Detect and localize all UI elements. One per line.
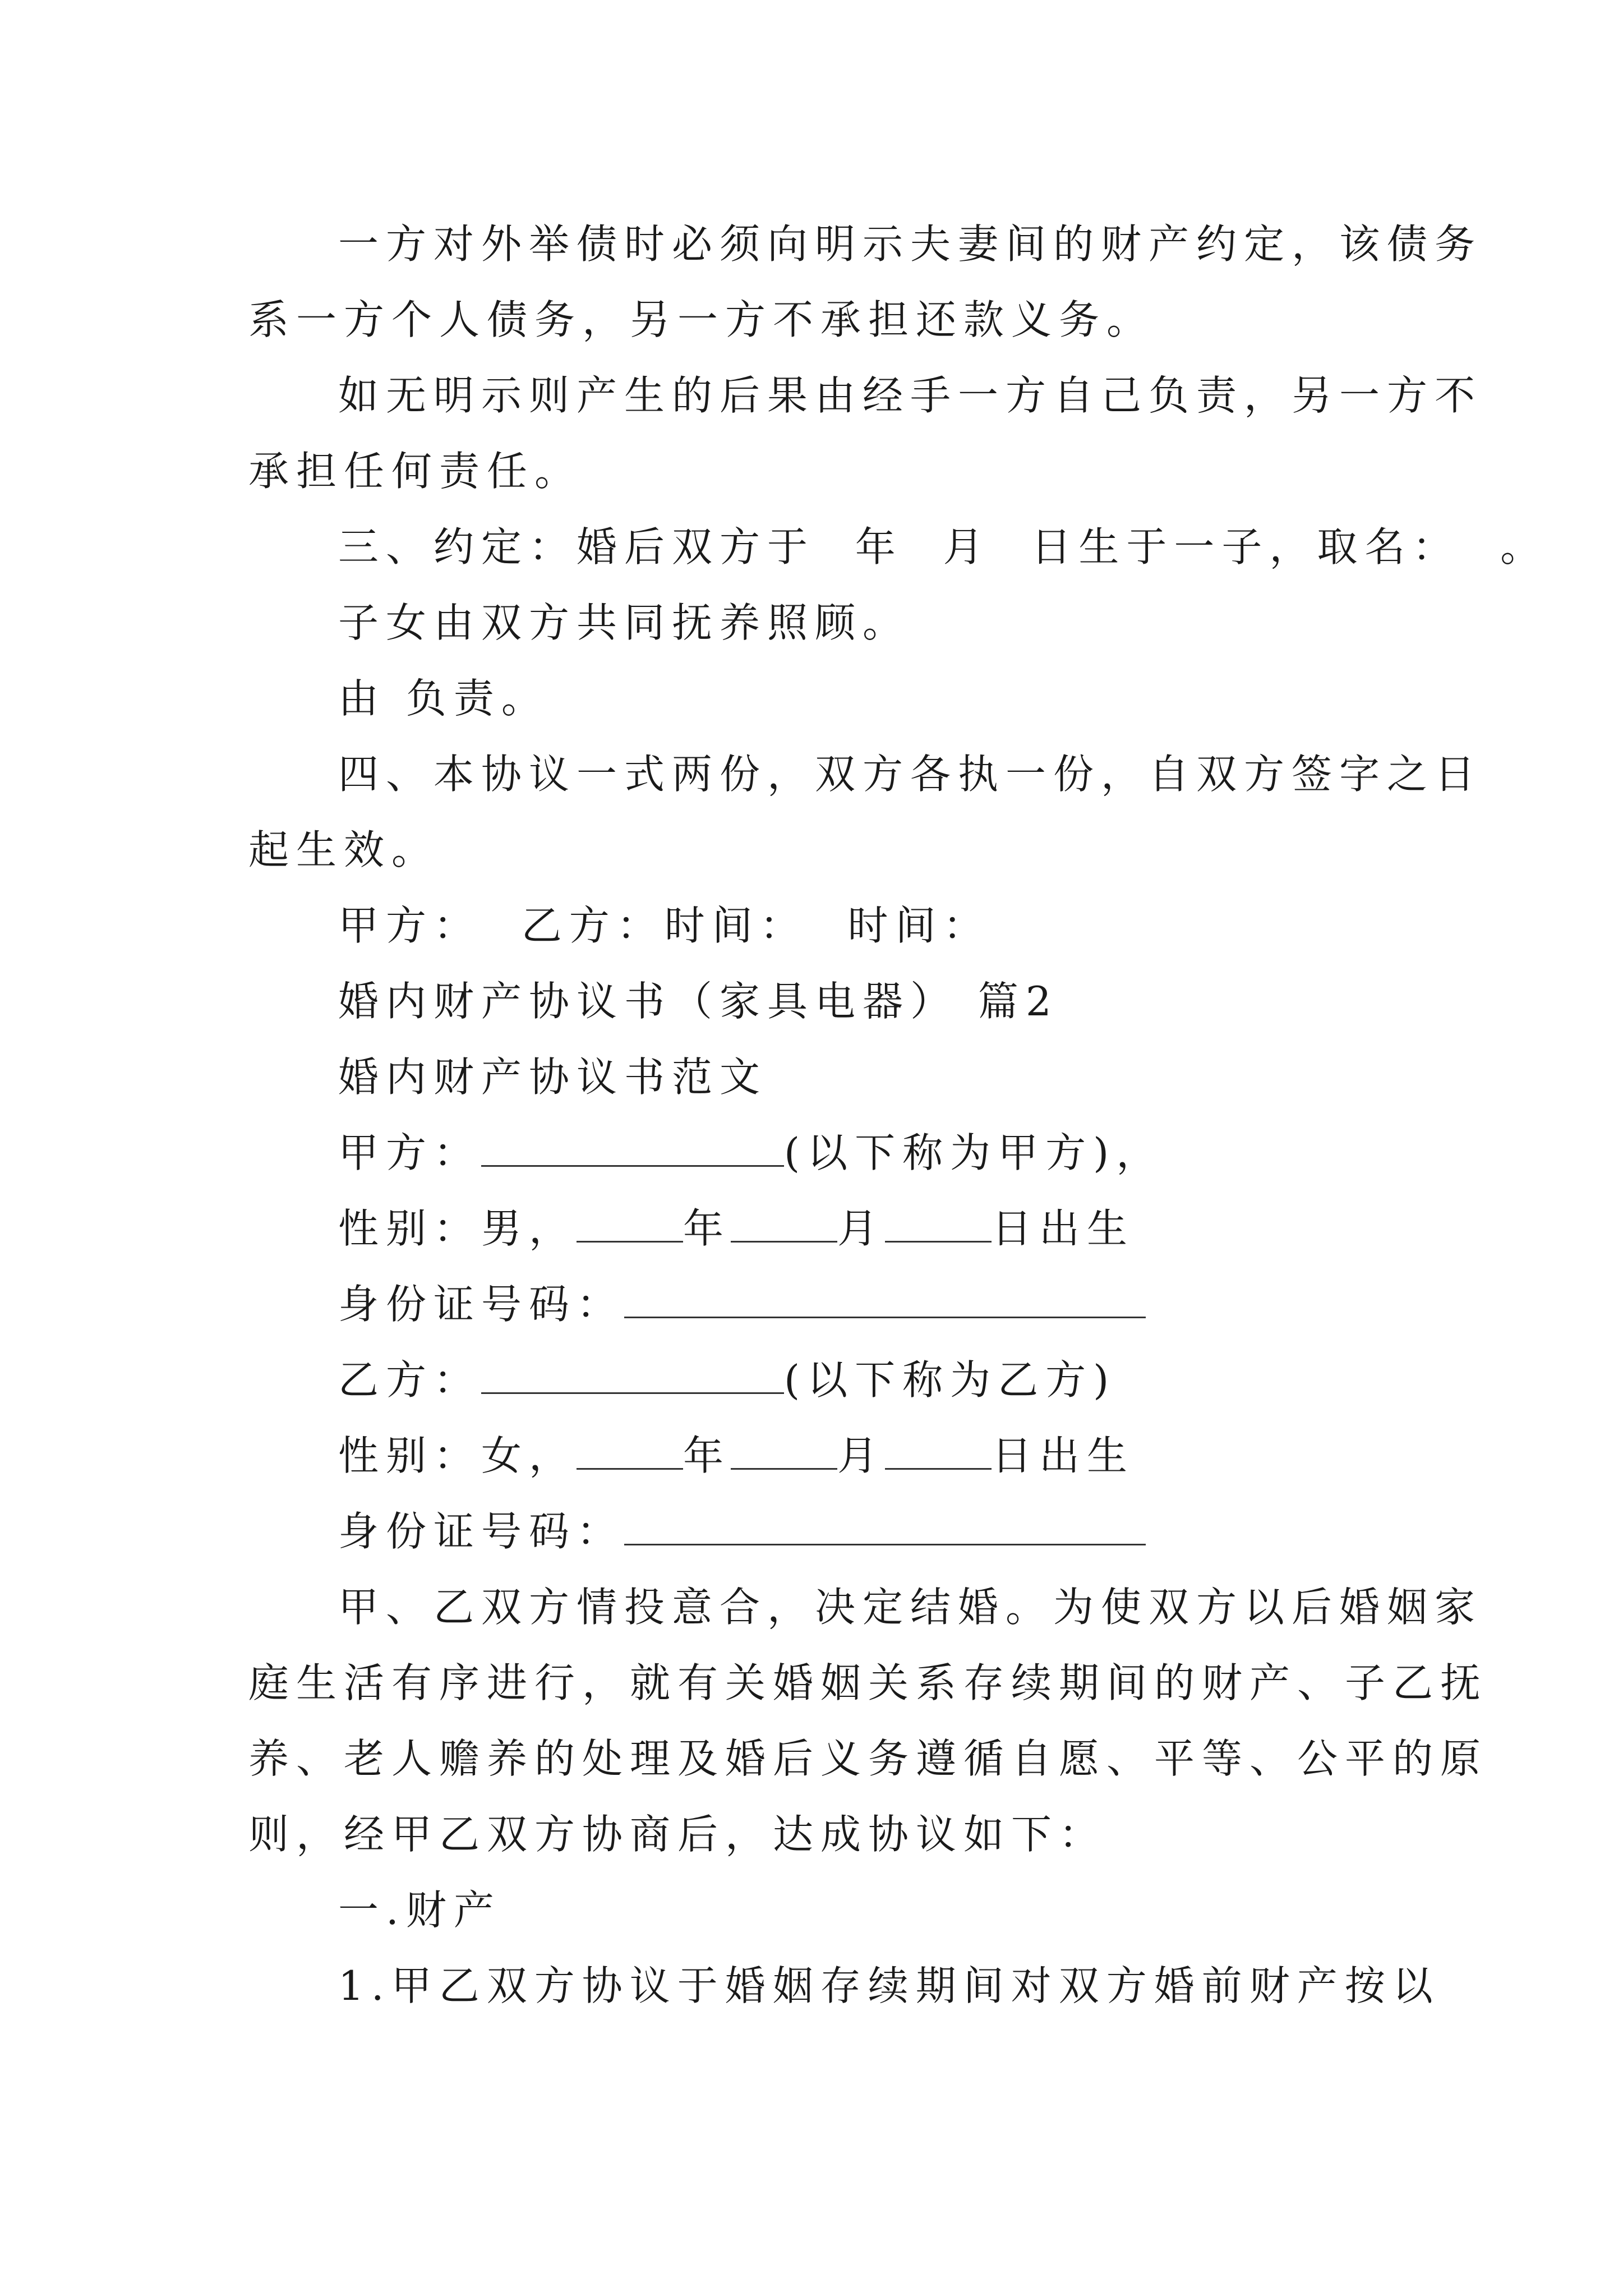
- gender-label: 性别：男，: [338, 1205, 577, 1252]
- party-b-line: [338, 1352, 1116, 1408]
- month-label: 月: [837, 1432, 886, 1479]
- party-b-id-line: [338, 1503, 1146, 1559]
- day-blank: [885, 1433, 992, 1470]
- section-heading: 婚内财产协议书（家具电器） 篇2: [338, 978, 1059, 1025]
- section-heading: 一.财产: [338, 1887, 501, 1934]
- year-label: 年: [683, 1205, 731, 1252]
- paragraph-line: 一方对外举债时必须向明示夫妻间的财产约定，该债务: [338, 220, 1483, 268]
- party-b-label: 乙方：: [338, 1356, 482, 1404]
- paragraph-line: 承担任何责任。: [248, 448, 583, 495]
- year-label: 年: [683, 1432, 731, 1479]
- signature-line: 甲方： 乙方：时间： 时间：: [338, 902, 991, 949]
- party-a-id-line: [338, 1276, 1146, 1332]
- month-blank: [731, 1206, 837, 1243]
- paragraph-line: 四、本协议一式两份，双方各执一份，自双方签字之日: [338, 751, 1483, 798]
- party-a-gender-line: [338, 1200, 1135, 1257]
- party-a-blank: [481, 1130, 784, 1167]
- birth-label: 日出生: [992, 1205, 1135, 1252]
- party-a-note: (以下称为甲方)，: [784, 1129, 1164, 1176]
- month-label: 月: [837, 1205, 886, 1252]
- paragraph-line: 由 负责。: [338, 675, 549, 722]
- party-a-line: [338, 1125, 1164, 1181]
- id-label: 身份证号码：: [338, 1281, 625, 1328]
- id-blank: [624, 1509, 1146, 1545]
- year-blank: [577, 1433, 683, 1470]
- paragraph-line: 三、约定：婚后双方于 年 月 日生于一子，取名： 。: [338, 523, 1548, 570]
- paragraph-line: 则，经甲乙双方协商后，达成协议如下：: [248, 1811, 1107, 1858]
- paragraph-line: 甲、乙双方情投意合，决定结婚。为使双方以后婚姻家: [338, 1584, 1483, 1631]
- party-a-label: 甲方：: [338, 1129, 482, 1176]
- party-b-blank: [481, 1358, 784, 1394]
- id-label: 身份证号码：: [338, 1508, 625, 1555]
- party-b-note: (以下称为乙方): [784, 1356, 1117, 1404]
- paragraph-line: 子女由双方共同抚养照顾。: [338, 599, 911, 646]
- paragraph-line: 系一方个人债务，另一方不承担还款义务。: [248, 296, 1155, 343]
- party-b-gender-line: [338, 1428, 1135, 1484]
- day-blank: [885, 1206, 992, 1243]
- paragraph-line: 庭生活有序进行，就有关婚姻关系存续期间的财产、子乙抚: [248, 1659, 1488, 1706]
- month-blank: [731, 1433, 837, 1470]
- paragraph-line: 如无明示则产生的后果由经手一方自己负责，另一方不: [338, 372, 1483, 419]
- id-blank: [624, 1282, 1146, 1318]
- document-title: 婚内财产协议书范文: [338, 1053, 768, 1101]
- gender-label: 性别：女，: [338, 1432, 577, 1479]
- year-blank: [577, 1206, 683, 1243]
- paragraph-line: 养、老人赡养的处理及婚后义务遵循自愿、平等、公平的原: [248, 1735, 1488, 1782]
- paragraph-line: 起生效。: [248, 826, 440, 873]
- birth-label: 日出生: [992, 1432, 1135, 1479]
- paragraph-line: 1.甲乙双方协议于婚姻存续期间对双方婚前财产按以: [338, 1962, 1440, 2009]
